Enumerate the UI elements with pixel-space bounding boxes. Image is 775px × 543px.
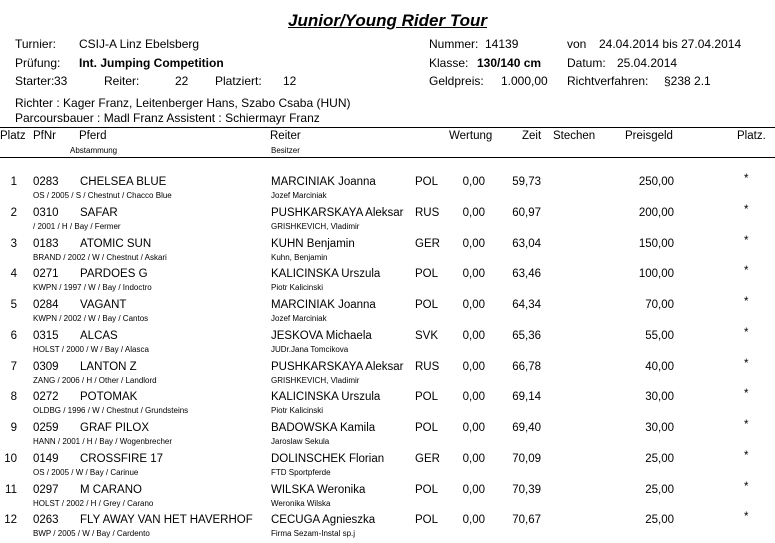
row-pfnr: 0271 (33, 268, 59, 281)
row-preisgeld: 150,00 (638, 237, 674, 250)
turnier-value: CSIJ-A Linz Ebelsberg (79, 37, 200, 51)
row-preisgeld: 25,00 (645, 483, 674, 496)
row-platz: 9 (10, 422, 17, 434)
row-preisgeld: 100,00 (638, 268, 674, 281)
row-mark: * (744, 480, 749, 493)
row-mark: * (744, 265, 749, 278)
row-reiter: DOLINSCHEK Florian (271, 452, 385, 465)
row-reiter: MARCINIAK Joanna (271, 176, 376, 188)
row-wertung: 0,00 (462, 360, 485, 373)
row-preisgeld: 30,00 (645, 391, 674, 404)
row-mark: * (744, 296, 749, 308)
row-besitzer: Jozef Marciniak (271, 314, 327, 323)
starter-value: 33 (54, 74, 68, 88)
pruefung-label: Prüfung: (15, 56, 61, 70)
row-nation: GER (415, 452, 440, 465)
row-abstammung: OS / 2005 / S / Chestnut / Chacco Blue (33, 191, 172, 200)
row-pferd: GRAF PILOX (80, 422, 150, 434)
row-nation: RUS (415, 206, 440, 219)
row-wertung: 0,00 (462, 176, 485, 188)
row-platz: 4 (10, 268, 17, 281)
richtverfahren-label: Richtverfahren: (567, 74, 649, 88)
geldpreis-label: Geldpreis: (429, 74, 484, 88)
row-platz: 12 (4, 514, 17, 527)
row-platz: 1 (10, 176, 17, 188)
header-platz-mark: Platz. (737, 130, 766, 142)
row-platz: 11 (5, 483, 17, 496)
row-zeit: 69,14 (512, 391, 541, 404)
row-abstammung: HOLST / 2000 / W / Bay / Alasca (33, 344, 149, 354)
datum-label: Datum: (567, 56, 606, 70)
row-besitzer: GRISHKEVICH, Vladimir (271, 375, 360, 385)
row-preisgeld: 200,00 (638, 206, 674, 219)
row-pfnr: 0259 (33, 422, 59, 434)
row-wertung: 0,00 (462, 483, 485, 496)
row-abstammung: BWP / 2005 / W / Bay / Cardento (33, 529, 150, 539)
row-abstammung: KWPN / 1997 / W / Bay / Indoctro (33, 283, 152, 293)
reiter-count-label: Reiter: (104, 74, 140, 88)
row-pfnr: 0310 (33, 206, 59, 219)
row-wertung: 0,00 (462, 299, 485, 311)
pruefung-value: Int. Jumping Competition (79, 56, 224, 70)
row-pferd: M CARANO (80, 483, 142, 496)
row-besitzer: FTD Sportpferde (271, 467, 331, 477)
row-reiter: KUHN Benjamin (271, 237, 355, 250)
row-zeit: 70,67 (512, 514, 541, 527)
row-zeit: 59,73 (512, 176, 541, 188)
row-besitzer: Kuhn, Benjamin (271, 252, 328, 262)
row-platz: 7 (10, 360, 17, 373)
datum-value: 25.04.2014 (617, 56, 678, 70)
row-reiter: CECUGA Agnieszka (271, 514, 376, 527)
richtverfahren-value: §238 2.1 (664, 74, 711, 88)
row-mark: * (744, 357, 749, 370)
row-nation: POL (415, 483, 439, 496)
row-nation: POL (415, 422, 439, 434)
row-mark: * (744, 419, 749, 431)
row-reiter: WILSKA Weronika (271, 483, 366, 496)
row-platz: 8 (10, 391, 17, 404)
header-pfnr: PfNr (33, 130, 56, 142)
row-reiter: KALICINSKA Urszula (271, 391, 381, 404)
row-pferd: ALCAS (80, 329, 118, 342)
row-nation: GER (415, 237, 440, 250)
row-pferd: CROSSFIRE 17 (80, 452, 164, 465)
reiter-count-value: 22 (175, 74, 189, 88)
row-wertung: 0,00 (462, 391, 485, 404)
row-zeit: 64,34 (512, 299, 541, 311)
platziert-label: Platziert: (215, 74, 262, 88)
row-zeit: 60,97 (512, 206, 541, 219)
row-nation: RUS (415, 360, 440, 373)
header-reiter: Reiter (270, 130, 301, 142)
row-pferd: SAFAR (80, 206, 118, 219)
row-pferd: POTOMAK (80, 391, 138, 404)
header-stechen: Stechen (553, 130, 596, 142)
row-preisgeld: 70,00 (645, 299, 674, 311)
row-nation: POL (415, 391, 439, 404)
row-pfnr: 0284 (33, 299, 59, 311)
header-wertung: Wertung (449, 130, 493, 142)
row-platz: 10 (4, 452, 17, 465)
row-pfnr: 0283 (33, 176, 59, 188)
row-pferd: ATOMIC SUN (80, 237, 152, 250)
row-preisgeld: 25,00 (645, 452, 674, 465)
row-pferd: LANTON Z (80, 360, 137, 373)
row-besitzer: Weronika Wilska (271, 498, 331, 508)
row-zeit: 70,39 (512, 483, 541, 496)
row-wertung: 0,00 (462, 422, 485, 434)
row-besitzer: Piotr Kalicinski (271, 283, 324, 293)
nummer-value: 14139 (485, 37, 519, 51)
header-preisgeld: Preisgeld (625, 130, 673, 142)
row-wertung: 0,00 (462, 237, 485, 250)
table-header-rule (0, 157, 775, 158)
row-mark: * (744, 173, 749, 185)
row-besitzer: Firma Sezam-Instal sp.j (271, 529, 356, 539)
row-mark: * (744, 511, 749, 524)
row-besitzer: Jaroslaw Sekula (271, 437, 330, 446)
row-abstammung: ZANG / 2006 / H / Other / Landlord (33, 375, 157, 385)
turnier-label: Turnier: (15, 37, 56, 51)
row-pfnr: 0183 (33, 237, 59, 250)
von-label: von (567, 37, 587, 51)
row-nation: POL (415, 176, 439, 188)
row-platz: 2 (10, 206, 17, 219)
row-reiter: PUSHKARSKAYA Aleksar (271, 360, 404, 373)
richter-line: Richter : Kager Franz, Leitenberger Hans, Szabo Csaba (HUN) (15, 96, 351, 110)
row-mark: * (744, 203, 749, 216)
row-zeit: 66,78 (512, 360, 541, 373)
header-pferd: Pferd (79, 130, 107, 142)
row-mark: * (744, 234, 749, 247)
row-wertung: 0,00 (462, 329, 485, 342)
row-pfnr: 0315 (33, 329, 59, 342)
row-pferd: CHELSEA BLUE (80, 176, 167, 188)
row-abstammung: KWPN / 2002 / W / Bay / Cantos (33, 314, 149, 323)
row-preisgeld: 55,00 (645, 329, 674, 342)
row-zeit: 63,04 (512, 237, 541, 250)
row-preisgeld: 25,00 (645, 514, 674, 527)
row-pfnr: 0272 (33, 391, 59, 404)
parcours-line: Parcoursbauer : Madl Franz Assistent : Schiermayr Franz (15, 111, 320, 125)
row-nation: POL (415, 299, 439, 311)
row-zeit: 65,36 (512, 329, 541, 342)
row-mark: * (744, 388, 749, 401)
row-mark: * (744, 326, 749, 339)
von-value: 24.04.2014 bis 27.04.2014 (599, 37, 742, 51)
header-zeit: Zeit (522, 130, 542, 142)
row-mark: * (744, 449, 749, 462)
row-besitzer: JUDr.Jana Tomcikova (271, 344, 349, 354)
row-abstammung: HOLST / 2002 / H / Grey / Carano (33, 498, 154, 508)
row-besitzer: GRISHKEVICH, Vladimir (271, 221, 360, 231)
row-pferd: FLY AWAY VAN HET HAVERHOF (80, 514, 253, 527)
row-reiter: PUSHKARSKAYA Aleksar (271, 206, 404, 219)
row-preisgeld: 30,00 (645, 422, 674, 434)
row-pferd: PARDOES G (80, 268, 148, 281)
header-platz: Platz (0, 130, 26, 142)
row-reiter: MARCINIAK Joanna (271, 299, 376, 311)
header-abstammung: Abstammung (70, 146, 118, 155)
row-pfnr: 0149 (33, 452, 59, 465)
row-besitzer: Piotr Kalicinski (271, 406, 324, 416)
row-wertung: 0,00 (462, 452, 485, 465)
row-zeit: 70,09 (512, 452, 541, 465)
row-abstammung: / 2001 / H / Bay / Fermer (33, 221, 121, 231)
row-pfnr: 0297 (33, 483, 59, 496)
row-pferd: VAGANT (80, 299, 127, 311)
row-platz: 5 (10, 299, 17, 311)
row-platz: 6 (10, 329, 17, 342)
row-wertung: 0,00 (462, 268, 485, 281)
document-title: Junior/Young Rider Tour (288, 11, 487, 30)
row-pfnr: 0309 (33, 360, 59, 373)
row-nation: SVK (415, 329, 439, 342)
row-reiter: KALICINSKA Urszula (271, 268, 381, 281)
row-platz: 3 (10, 237, 17, 250)
klasse-label: Klasse: (429, 56, 469, 70)
row-nation: POL (415, 514, 439, 527)
row-zeit: 63,46 (512, 268, 541, 281)
row-abstammung: OLDBG / 1996 / W / Chestnut / Grundsteins (33, 406, 189, 416)
nummer-label: Nummer: (429, 37, 479, 51)
row-pfnr: 0263 (33, 514, 59, 527)
row-abstammung: HANN / 2001 / H / Bay / Wogenbrecher (33, 437, 173, 446)
row-reiter: BADOWSKA Kamila (271, 422, 376, 434)
table-top-rule (0, 127, 775, 128)
row-reiter: JESKOVA Michaela (271, 329, 372, 342)
starter-label: Starter: (15, 74, 55, 88)
row-preisgeld: 40,00 (645, 360, 674, 373)
row-wertung: 0,00 (462, 206, 485, 219)
row-wertung: 0,00 (462, 514, 485, 527)
header-besitzer: Besitzer (271, 146, 300, 155)
geldpreis-value: 1.000,00 (501, 74, 548, 88)
klasse-value: 130/140 cm (477, 56, 542, 70)
row-nation: POL (415, 268, 439, 281)
row-abstammung: BRAND / 2002 / W / Chestnut / Askari (33, 252, 167, 262)
row-abstammung: OS / 2005 / W / Bay / Carinue (33, 467, 139, 477)
platziert-value: 12 (283, 74, 297, 88)
row-zeit: 69,40 (512, 422, 541, 434)
row-besitzer: Jozef Marciniak (271, 191, 327, 200)
row-preisgeld: 250,00 (638, 176, 674, 188)
